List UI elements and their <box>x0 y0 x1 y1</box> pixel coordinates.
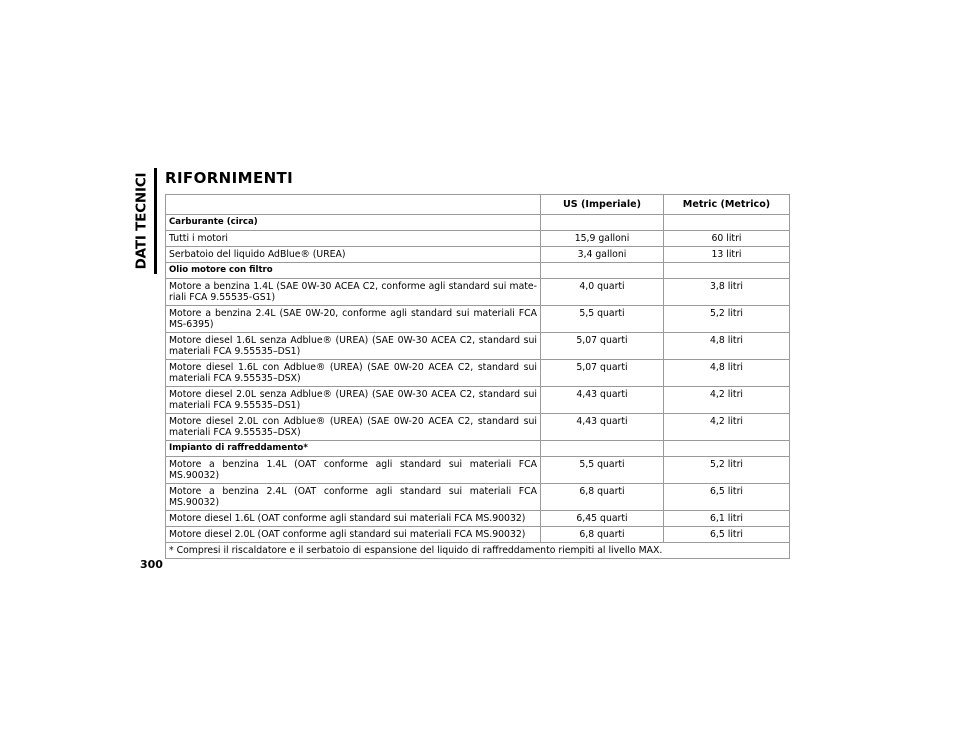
row-us: 3,4 galloni <box>541 247 664 263</box>
row-us: 4,0 quarti <box>541 279 664 306</box>
row-us: 4,43 quarti <box>541 387 664 414</box>
row-metric: 5,2 litri <box>664 306 790 333</box>
table-row <box>166 360 790 387</box>
row-description: Motore a benzina 2.4L (SAE 0W-20, conforme agli standard sui materiali FCA MS-6395) <box>166 306 541 333</box>
table-header-row <box>166 195 790 215</box>
row-metric: 6,1 litri <box>664 511 790 527</box>
header-description <box>166 195 541 215</box>
row-description: Motore a benzina 2.4L (OAT conforme agli standard sui materiali FCA MS.90032) <box>166 484 541 511</box>
table-row <box>166 387 790 414</box>
table-row <box>166 527 790 543</box>
row-description: Motore diesel 1.6L (OAT conforme agli standard sui materiali FCA MS.90032) <box>166 511 541 527</box>
row-metric: 60 litri <box>664 231 790 247</box>
table-row <box>166 279 790 306</box>
row-us: 6,8 quarti <box>541 527 664 543</box>
row-description: Motore diesel 1.6L con Adblue® (UREA) (SAE 0W-20 ACEA C2, standard sui materiali FCA 9.55535–DSX) <box>166 360 541 387</box>
table-row <box>166 333 790 360</box>
row-us: 5,5 quarti <box>541 306 664 333</box>
row-description: Serbatoio del liquido AdBlue® (UREA) <box>166 247 541 263</box>
side-tab-label: DATI TECNICI <box>133 172 150 270</box>
table-row <box>166 414 790 441</box>
row-metric: 6,5 litri <box>664 484 790 511</box>
row-description: Motore diesel 1.6L senza Adblue® (UREA) (SAE 0W-30 ACEA C2, standard sui materiali FCA 9.55535–DS1) <box>166 333 541 360</box>
row-us: 5,07 quarti <box>541 360 664 387</box>
row-us: 4,43 quarti <box>541 414 664 441</box>
row-metric: 13 litri <box>664 247 790 263</box>
header-metric: Metric (Metrico) <box>664 195 790 215</box>
group-title: Carburante (circa) <box>166 215 541 231</box>
row-description: Motore diesel 2.0L senza Adblue® (UREA) (SAE 0W-30 ACEA C2, standard sui materiali FCA 9.55535–DS1) <box>166 387 541 414</box>
row-description: Motore a benzina 1.4L (SAE 0W-30 ACEA C2, conforme agli standard sui mate-riali FCA 9.55535-GS1) <box>166 279 541 306</box>
row-metric: 3,8 litri <box>664 279 790 306</box>
row-description: Motore diesel 2.0L con Adblue® (UREA) (SAE 0W-20 ACEA C2, standard sui materiali FCA 9.55535–DSX) <box>166 414 541 441</box>
group-title: Impianto di raffreddamento* <box>166 441 541 457</box>
side-tab-bar <box>154 168 157 274</box>
row-us: 6,45 quarti <box>541 511 664 527</box>
row-us: 5,5 quarti <box>541 457 664 484</box>
group-row-coolant <box>166 441 790 457</box>
group-title: Olio motore con filtro <box>166 263 541 279</box>
row-metric: 4,8 litri <box>664 360 790 387</box>
section-side-tab <box>128 168 154 274</box>
row-description: Tutti i motori <box>166 231 541 247</box>
table-row <box>166 306 790 333</box>
table-row <box>166 511 790 527</box>
table-row <box>166 231 790 247</box>
table-row <box>166 457 790 484</box>
row-metric: 5,2 litri <box>664 457 790 484</box>
row-us: 6,8 quarti <box>541 484 664 511</box>
capacities-table <box>165 194 790 559</box>
section-title: RIFORNIMENTI <box>165 169 294 187</box>
row-description: Motore diesel 2.0L (OAT conforme agli standard sui materiali FCA MS.90032) <box>166 527 541 543</box>
footnote-row <box>166 543 790 559</box>
row-metric: 4,2 litri <box>664 387 790 414</box>
row-metric: 4,2 litri <box>664 414 790 441</box>
row-us: 15,9 galloni <box>541 231 664 247</box>
header-us: US (Imperiale) <box>541 195 664 215</box>
table-footnote: * Compresi il riscaldatore e il serbatoio di espansione del liquido di raffreddamento riempiti al livello MAX. <box>166 543 790 559</box>
table-row <box>166 484 790 511</box>
page-number: 300 <box>140 558 163 571</box>
group-row-fuel <box>166 215 790 231</box>
row-metric: 6,5 litri <box>664 527 790 543</box>
row-metric: 4,8 litri <box>664 333 790 360</box>
row-description: Motore a benzina 1.4L (OAT conforme agli standard sui materiali FCA MS.90032) <box>166 457 541 484</box>
row-us: 5,07 quarti <box>541 333 664 360</box>
group-row-oil <box>166 263 790 279</box>
table-row <box>166 247 790 263</box>
